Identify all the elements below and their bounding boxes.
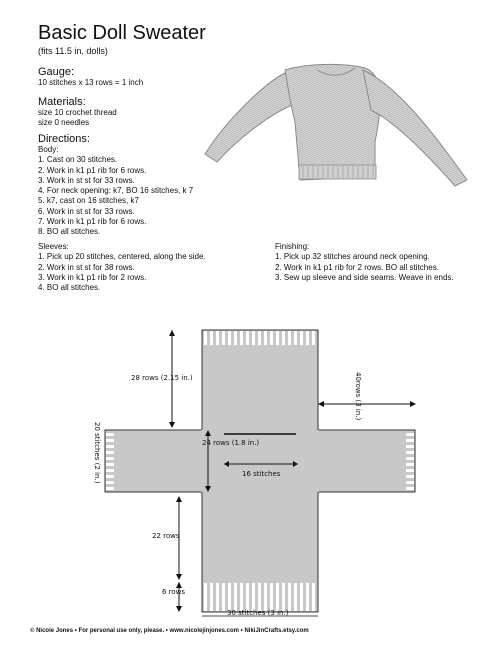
rib-stripe bbox=[258, 331, 261, 345]
rib-stripe bbox=[300, 331, 303, 345]
rib-stripe bbox=[270, 583, 273, 611]
rib-stripe bbox=[406, 445, 414, 448]
finishing-label: Finishing: bbox=[275, 242, 310, 251]
rib-stripe bbox=[294, 331, 297, 345]
rib-stripe bbox=[234, 331, 237, 345]
label-20-stitches: 20 stitches (2 in.) bbox=[93, 422, 101, 484]
rib-stripe bbox=[282, 331, 285, 345]
finishing-section bbox=[275, 242, 454, 283]
directions-heading: Directions: bbox=[38, 133, 90, 145]
rib-stripe bbox=[406, 475, 414, 478]
body-step: 2. Work in k1 p1 rib for 6 rows. bbox=[38, 165, 147, 175]
rib-stripe bbox=[222, 331, 225, 345]
left-sleeve-panel bbox=[105, 430, 202, 492]
rib-stripe bbox=[106, 433, 114, 436]
gauge-section bbox=[38, 66, 143, 88]
rib-stripe bbox=[406, 439, 414, 442]
body-step: 8. BO all stitches. bbox=[38, 227, 101, 237]
label-30-stitches: 30 stitches (3 in.) bbox=[227, 609, 289, 617]
rib-stripe bbox=[204, 583, 207, 611]
sleeves-label: Sleeves: bbox=[38, 242, 69, 251]
rib-stripe bbox=[258, 583, 261, 611]
rib-stripe bbox=[240, 331, 243, 345]
rib-stripe bbox=[240, 583, 243, 611]
rib-stripe bbox=[228, 331, 231, 345]
rib-stripe bbox=[106, 451, 114, 454]
sweater-photo bbox=[195, 62, 480, 190]
rib-stripe bbox=[252, 331, 255, 345]
body-step: 1. Cast on 30 stitches. bbox=[38, 155, 118, 165]
rib-stripe bbox=[306, 331, 309, 345]
rib-stripe bbox=[406, 433, 414, 436]
page-subtitle: (fits 11.5 in. dolls) bbox=[38, 46, 108, 56]
materials-heading: Materials: bbox=[38, 96, 86, 108]
rib-stripe bbox=[210, 331, 213, 345]
rib-stripe bbox=[294, 583, 297, 611]
gauge-text: 10 stitches x 13 rows = 1 inch bbox=[38, 78, 144, 87]
rib-stripe bbox=[406, 469, 414, 472]
rib-stripe bbox=[106, 481, 114, 484]
rib-stripe bbox=[228, 583, 231, 611]
rib-stripe bbox=[312, 331, 315, 345]
rib-stripe bbox=[216, 331, 219, 345]
materials-item: size 10 crochet thread bbox=[38, 108, 117, 117]
rib-stripe bbox=[288, 331, 291, 345]
rib-stripe bbox=[106, 475, 114, 478]
rib-stripe bbox=[106, 463, 114, 466]
body-step: 6. Work in st st for 33 rows. bbox=[38, 206, 135, 216]
label-6-rows: 6 rows bbox=[162, 588, 186, 596]
finishing-step: 3. Sew up sleeve and side seams. Weave in ends. bbox=[275, 272, 454, 282]
rib-stripe bbox=[406, 487, 414, 490]
right-sleeve-panel bbox=[318, 430, 415, 492]
label-16-stitches: 16 stitches bbox=[242, 470, 281, 478]
page-title: Basic Doll Sweater bbox=[38, 22, 206, 44]
label-22-rows: 22 rows bbox=[152, 532, 180, 540]
rib-stripe bbox=[246, 583, 249, 611]
rib-stripe bbox=[222, 583, 225, 611]
materials-item: size 0 needles bbox=[38, 118, 90, 128]
rib-stripe bbox=[106, 439, 114, 442]
rib-stripe bbox=[288, 583, 291, 611]
rib-stripe bbox=[276, 331, 279, 345]
rib-stripe bbox=[216, 583, 219, 611]
finishing-step: 2. Work in k1 p1 rib for 2 rows. BO all stitches. bbox=[275, 262, 439, 272]
label-28-rows: 28 rows (2.15 in.) bbox=[131, 374, 193, 382]
footer-credit: © Nicole Jones • For personal use only, please. • www.nicolejinjones.com • NikiJinCrafts.etsy.com bbox=[30, 628, 309, 634]
rib-stripe bbox=[204, 331, 207, 345]
rib-stripe bbox=[300, 583, 303, 611]
rib-stripe bbox=[210, 583, 213, 611]
gauge-heading: Gauge: bbox=[38, 66, 75, 78]
rib-stripe bbox=[282, 583, 285, 611]
rib-stripe bbox=[106, 487, 114, 490]
rib-stripe bbox=[406, 457, 414, 460]
rib-stripe bbox=[246, 331, 249, 345]
body-step: 3. Work in st st for 33 rows. bbox=[38, 175, 135, 185]
finishing-step: 1. Pick up 32 stitches around neck opening. bbox=[275, 252, 430, 262]
rib-stripe bbox=[406, 451, 414, 454]
rib-stripe bbox=[106, 469, 114, 472]
body-step: 7. Work in k1 p1 rib for 6 rows. bbox=[38, 217, 147, 227]
rib-stripe bbox=[306, 583, 309, 611]
rib-stripe bbox=[406, 463, 414, 466]
label-24-rows: 24 rows (1.8 in.) bbox=[202, 439, 260, 447]
rib-stripe bbox=[106, 445, 114, 448]
sleeves-step: 3. Work in k1 p1 rib for 2 rows. bbox=[38, 272, 147, 282]
label-40-rows: 40rows (3 in.) bbox=[354, 372, 362, 421]
rib-stripe bbox=[252, 583, 255, 611]
rib-stripe bbox=[276, 583, 279, 611]
body-step: 4. For neck opening: k7, BO 16 stitches, k 7 bbox=[38, 186, 194, 196]
rib-stripe bbox=[406, 481, 414, 484]
body-step: 5. k7, cast on 16 stitches, k7 bbox=[38, 196, 139, 206]
rib-stripe bbox=[106, 457, 114, 460]
rib-stripe bbox=[312, 583, 315, 611]
sleeves-step: 1. Pick up 20 stitches, centered, along the side. bbox=[38, 252, 206, 262]
sleeves-section bbox=[38, 242, 206, 293]
directions-section bbox=[38, 133, 193, 238]
rib-stripe bbox=[264, 583, 267, 611]
sleeves-step: 2. Work in st st for 38 rows. bbox=[38, 262, 135, 272]
materials-section bbox=[38, 96, 117, 129]
rib-stripe bbox=[264, 331, 267, 345]
sleeves-step: 4. BO all stitches. bbox=[38, 283, 101, 293]
rib-stripe bbox=[234, 583, 237, 611]
rib-stripe bbox=[270, 331, 273, 345]
body-label: Body: bbox=[38, 145, 59, 154]
